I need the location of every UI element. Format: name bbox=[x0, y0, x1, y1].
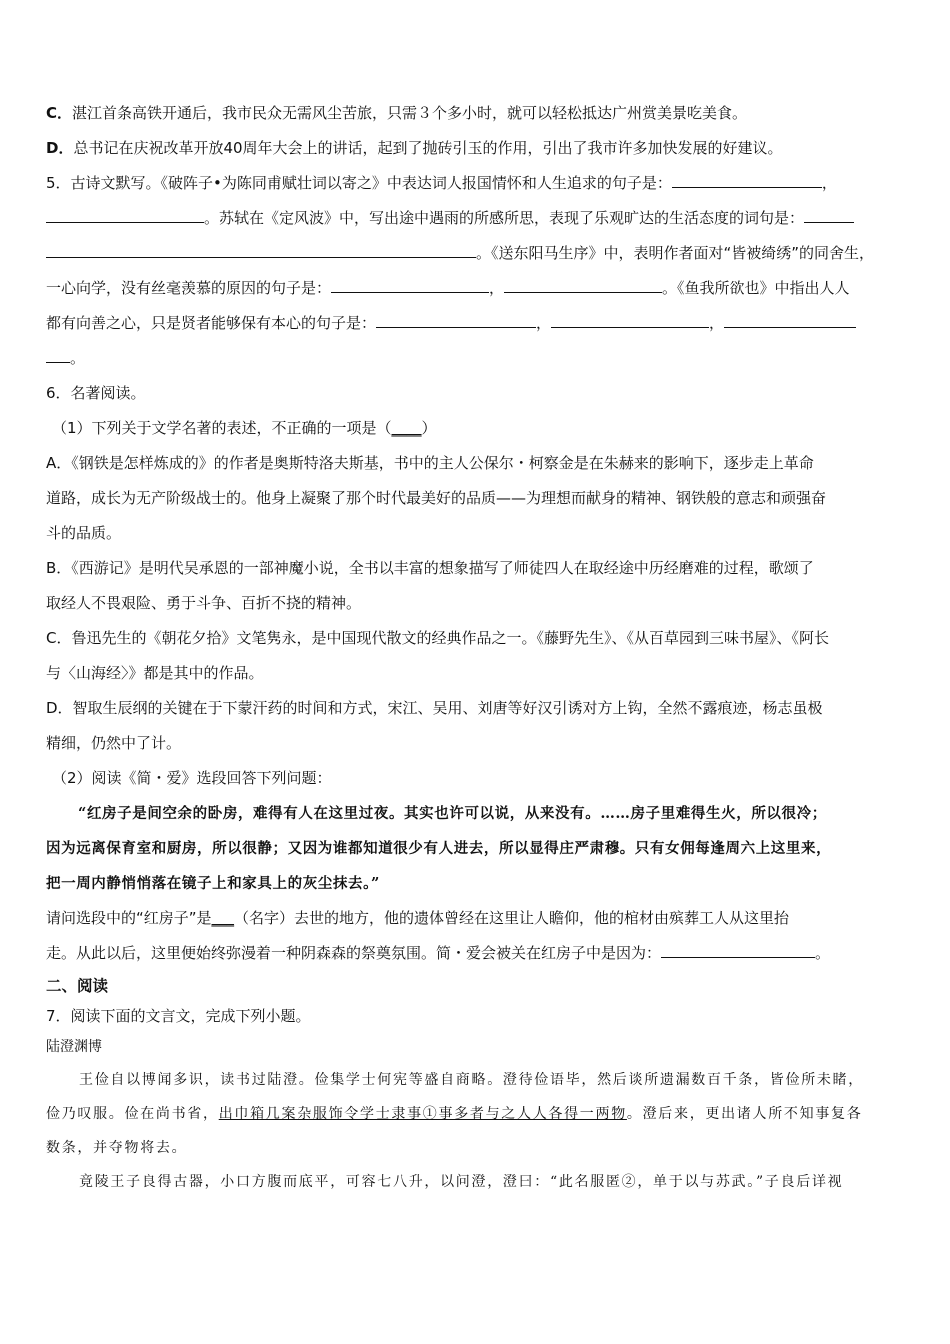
q5-prompt-yuwosuoyu: 。《鱼我所欲也》中指出人人 bbox=[662, 279, 850, 297]
passage-paragraph-1: 王俭自以博闻多识，读书过陆澄。俭集学士何宪等盛自商略。澄待俭语毕，然后谈所遗漏数百千条，皆俭所未睹， bbox=[79, 1072, 864, 1088]
passage-title: 陆澄渊博 bbox=[46, 1039, 102, 1055]
option-d-line bbox=[46, 131, 910, 166]
q5-line-5 bbox=[46, 306, 910, 341]
answer-blank[interactable] bbox=[724, 309, 856, 328]
q6-sub1-text: （1）下列关于文学名著的表述，不正确的一项是（ bbox=[52, 419, 392, 437]
answer-blank[interactable] bbox=[376, 309, 536, 328]
q6-heading: 6．名著阅读。 bbox=[46, 384, 146, 402]
jane-eyre-quote-cont: 因为远离保育室和厨房，所以很静；又因为谁都知道很少有人进去，所以显得庄严肃穆。只有女佣每逢周六上这里来， bbox=[46, 840, 832, 857]
answer-blank[interactable] bbox=[331, 274, 489, 293]
punct: 。 bbox=[815, 944, 831, 962]
answer-blank[interactable]: ____ bbox=[391, 419, 422, 437]
q5-line-1 bbox=[46, 166, 910, 201]
q5-prompt-text: 一心向学，没有丝毫羡慕的原因的句子是： bbox=[46, 279, 332, 297]
option-d-label: D． bbox=[46, 139, 74, 157]
q6-option-c: C．鲁迅先生的《朝花夕拾》文笔隽永，是中国现代散文的经典作品之一。《藤野先生》、《从百草园到三味书屋》、《阿长 bbox=[46, 629, 829, 647]
q6-ask-text: 请问选段中的“红房子”是 bbox=[46, 909, 212, 927]
q6-ask-text: （名字）去世的地方，他的遗体曾经在这里让人瞻仰，他的棺材由殡葬工人从这里抬 bbox=[234, 909, 790, 927]
answer-blank[interactable] bbox=[551, 309, 709, 328]
q6-option-a: A．《钢铁是怎样炼成的》的作者是奥斯特洛夫斯基，书中的主人公保尔・柯察金是在朱赫来的影响下，逐步走上革命 bbox=[46, 454, 814, 472]
q5-prompt-dingfengbo: 。苏轼在《定风波》中，写出途中遇雨的所感所思，表现了乐观旷达的生活态度的词句是： bbox=[204, 209, 805, 227]
punct: ， bbox=[821, 174, 837, 192]
q6-ask-text: 走。从此以后，这里便始终弥漫着一种阴森森的祭奠氛围。简・爱会被关在红房子中是因为： bbox=[46, 944, 662, 962]
passage-paragraph-1-cont bbox=[46, 1097, 910, 1131]
answer-blank[interactable] bbox=[804, 204, 854, 223]
answer-blank[interactable] bbox=[672, 169, 822, 188]
jane-eyre-quote-cont: 把一周内静悄悄落在镜子上和家具上的灰尘抹去。” bbox=[46, 875, 380, 892]
q5-line-6 bbox=[46, 341, 910, 376]
jane-eyre-quote: “红房子是间空余的卧房，难得有人在这里过夜。其实也许可以说，从来没有。……房子里难得生火，所以很冷； bbox=[78, 805, 827, 822]
q6-option-d: D．智取生辰纲的关键在于下蒙汗药的时间和方式，宋江、吴用、刘唐等好汉引诱对方上钩，全然不露痕迹，杨志虽极 bbox=[46, 699, 823, 717]
option-c-label: C． bbox=[46, 104, 73, 122]
q5-line-2 bbox=[46, 201, 910, 236]
answer-blank[interactable] bbox=[661, 939, 815, 958]
q6-option-b-cont: 取经人不畏艰险、勇于斗争、百折不挠的精神。 bbox=[46, 594, 362, 612]
punct: ， bbox=[709, 314, 725, 332]
answer-blank[interactable] bbox=[46, 344, 70, 363]
q6-sub1 bbox=[46, 411, 910, 446]
punct: 。 bbox=[70, 349, 86, 367]
punct: ） bbox=[421, 419, 437, 437]
q6-option-a-cont: 斗的品质。 bbox=[46, 524, 122, 542]
q7-heading: 7．阅读下面的文言文，完成下列小题。 bbox=[46, 1007, 311, 1025]
q6-option-c-cont: 与〈山海经〉》都是其中的作品。 bbox=[46, 664, 264, 682]
passage-paragraph-1-cont: 数条，并夺物将去。 bbox=[46, 1140, 188, 1156]
answer-blank[interactable] bbox=[46, 239, 476, 258]
q6-ask-line-1 bbox=[46, 901, 910, 936]
punct: ， bbox=[489, 279, 505, 297]
q5-line-3 bbox=[46, 236, 910, 271]
section-heading: 二、阅读 bbox=[46, 977, 109, 995]
q6-option-d-cont: 精细，仍然中了计。 bbox=[46, 734, 182, 752]
q6-option-b: B．《西游记》是明代吴承恩的一部神魔小说，全书以丰富的想象描写了师徒四人在取经途中历经磨难的过程，歌颂了 bbox=[46, 559, 814, 577]
underlined-sentence: 出巾箱几案杂服饰令学士隶事①事多者与之人人各得一两物 bbox=[218, 1106, 627, 1122]
q6-ask-line-2 bbox=[46, 936, 910, 971]
passage-paragraph-2: 竟陵王子良得古器，小口方腹而底平，可容七八升，以问澄，澄曰：“此名服匿②，单于以与苏武。”子良后详视 bbox=[79, 1174, 844, 1190]
answer-blank[interactable] bbox=[504, 274, 662, 293]
q6-sub2: （2）阅读《简・爱》选段回答下列问题： bbox=[52, 769, 332, 787]
q5-prompt-songdongyang: 。《送东阳马生序》中，表明作者面对“皆被绮绣”的同舍生， bbox=[476, 244, 875, 262]
q5-prompt: 5．古诗文默写。《破阵子•为陈同甫赋壮词以寄之》中表达词人报国情怀和人生追求的句子是： bbox=[46, 174, 672, 192]
passage-text: 。澄后来，更出诸人所不知事复各 bbox=[626, 1106, 863, 1122]
passage-text: 俭乃叹服。俭在尚书省， bbox=[46, 1106, 219, 1122]
option-d-text: 总书记在庆祝改革开放40周年大会上的讲话，起到了抛砖引玉的作用，引出了我市许多加快发展的好建议。 bbox=[73, 139, 783, 157]
option-c-text: 湛江首条高铁开通后，我市民众无需风尘苦旅，只需３个多小时，就可以轻松抵达广州赏美景吃美食。 bbox=[72, 104, 748, 122]
answer-blank[interactable]: ___ bbox=[211, 909, 235, 927]
q6-option-a-cont: 道路，成长为无产阶级战士的。他身上凝聚了那个时代最美好的品质——为理想而献身的精神、钢铁般的意志和顽强奋 bbox=[46, 489, 827, 507]
q5-line-4 bbox=[46, 271, 910, 306]
q5-prompt-text: 都有向善之心，只是贤者能够保有本心的句子是： bbox=[46, 314, 377, 332]
punct: ， bbox=[536, 314, 552, 332]
exam-page bbox=[46, 96, 910, 1199]
option-c-line bbox=[46, 96, 910, 131]
answer-blank[interactable] bbox=[46, 204, 204, 223]
